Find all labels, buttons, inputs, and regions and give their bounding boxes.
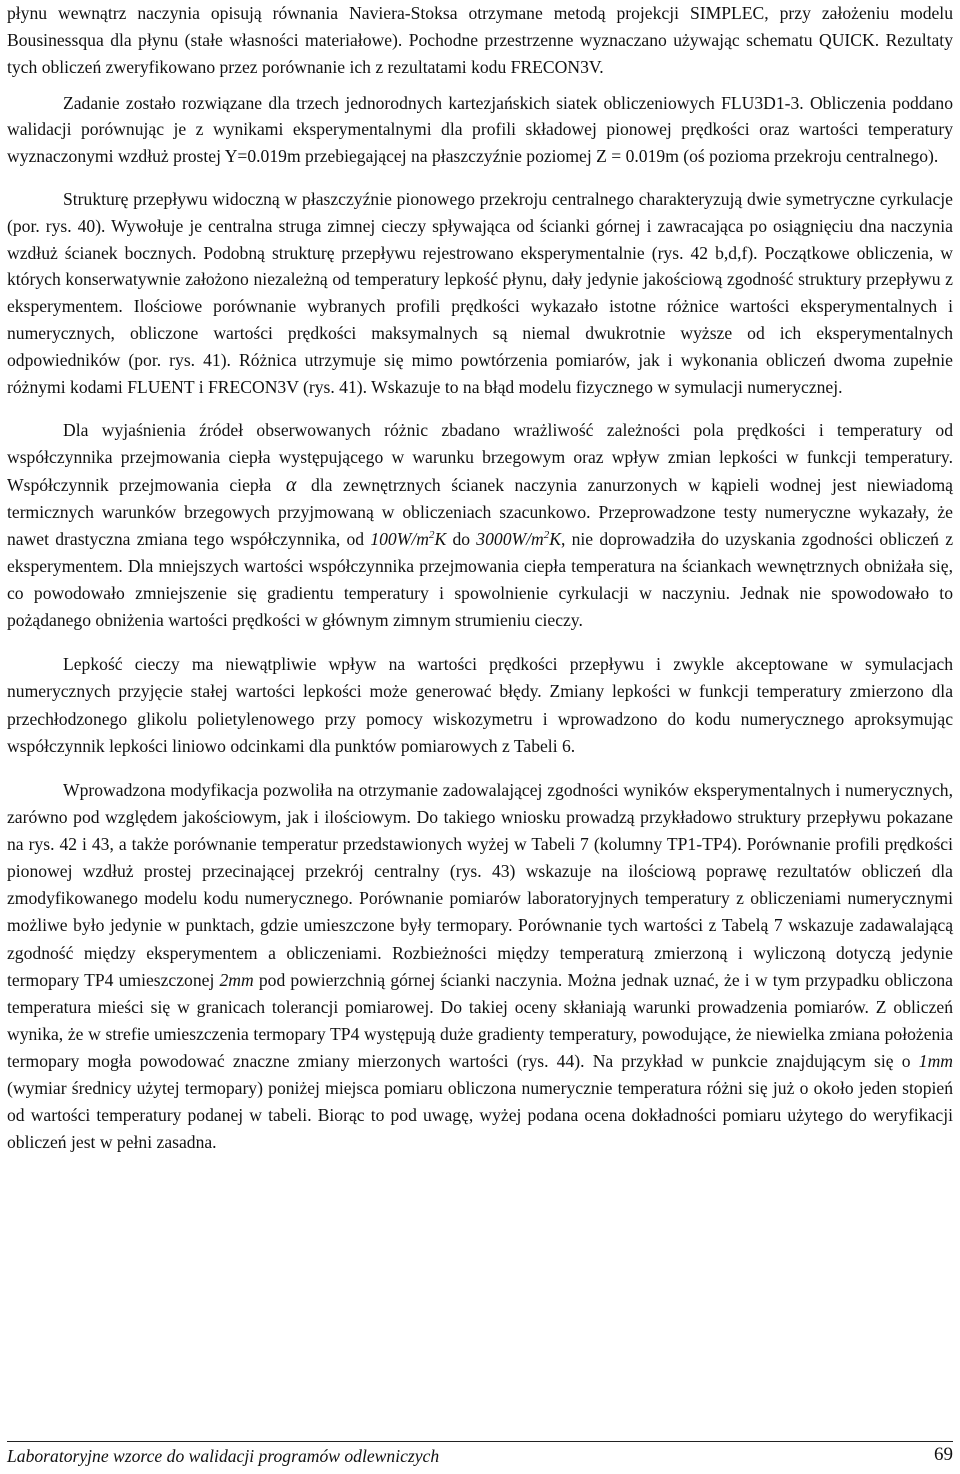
paragraph-5: Lepkość cieczy ma niewątpliwie wpływ na wartości prędkości przepływu i zwykle akceptowane w symulacjach numerycznych przyjęcie stałej wartości lepkości może generować błędy. Zmiany lepkości w funkcji temperatury zmierzono dla przechłodzonego glikolu polietylenowego przy pomocy wiskozymetru i wprowadzono do kodu numerycznego aproksymując współczynnik lepkości liniowo odcinkami dla punktów pomiarowych z Tabeli 6. bbox=[7, 654, 953, 756]
document-body bbox=[7, 0, 953, 1156]
paragraph-4-part-c: , nie doprowadziła do uzyskania zgodności obliczeń z eksperymentem. Dla mniejszych wartości współczynnika przejmowania ciepła temperatura na ściankach wewnętrznych obniżała się, co powodowało zmniejszenie się gradientu temperatury i spowolnienie cyrkulacji w naczyniu. Jednak nie spowodowało to pożądanego obniżenia wartości prędkości w głównym zimnym strumieniu cieczy. bbox=[7, 528, 953, 631]
paragraph-6-part-a: Wprowadzona modyfikacja pozwoliła na otrzymanie zadowalającej zgodności wyników eksperymentalnych i numerycznych, zarówno pod względem jakościowym, jak i ilościowym. Do takiego wniosku prowadzą przykładowo struktury przepływu pokazane na rys. 42 i 43, a także porównanie temperatur przedstawionych wyżej w Tabeli 7 (kolumny TP1-TP4). Porównanie profili prędkości pionowej wzdłuż prostej przecinającej przekrój centralny (rys. 43) wskazuje na ilościową poprawę rezultatów obliczeń dla zmodyfikowanego modelu kodu numerycznego. Porównanie pomiarów laboratoryjnych temperatury z obliczeniami numerycznymi możliwe było jedynie w punktach, gdzie umieszczone były termopary. Porównanie tych wartości z Tabelą 7 wskazuje zadawalającą zgodność między eksperymentem a obliczeniami. Rozbieżności między temperaturą zmierzoną i wyliczoną dotyczą jedynie termopary TP4 umieszczonej bbox=[7, 779, 953, 990]
value-3000: $3000W/m^2K$ bbox=[476, 528, 561, 549]
paragraph-6-part-b: pod powierzchnią górnej ścianki naczynia. Można jednak uznać, że i w tym przypadku obliczona temperatura mieści się w granicach tolerancji pomiarowej. Do takiej oceny skłaniają warunki prowadzenia pomiarów. Z obliczeń wynika, że w strefie umieszczenia termopary TP4 występują duże gradienty temperatury, powodujące, że niewielka zmiana położenia termopary mogła powodować znaczne zmiany mierzonych wartości (rys. 44). Na przykład w punkcie znajdującym się o bbox=[7, 969, 953, 1071]
word-do: do bbox=[452, 528, 471, 549]
paragraph-3: Strukturę przepływu widoczną w płaszczyźnie pionowego przekroju centralnego charakteryzują dwie symetryczne cyrkulacje (por. rys. 40). Wywołuje je centralna struga zimnej cieczy spływająca od ścianki górnej i zawracająca po osiągnięciu dna naczynia wzdłuż ścianek bocznych. Podobną strukturę przepływu rejestrowano eksperymentalnie (rys. 42 b,d,f). Początkowe obliczenia, w których konserwatywnie założono niezależną od temperatury lepkość płynu, dały jedynie jakościową zgodność struktury przepływu z eksperymentem. Ilościowe porównanie wybranych profili prędkości wykazało istotne różnice wartości eksperymentalnych i numerycznych, obliczone wartości prędkości maksymalnych są niemal dwukrotnie wyższe od ich eksperymentalnych odpowiedników (por. rys. 41). Różnica utrzymuje się mimo powtórzenia pomiarów, jak i wykonania obliczeń dwoma zupełnie różnymi kodami FLUENT i FRECON3V (rys. 41). Wskazuje to na błąd modelu fizycznego w symulacji numerycznej. bbox=[7, 189, 953, 397]
footer-title: Laboratoryjne wzorce do walidacji programów odlewniczych bbox=[7, 1446, 440, 1466]
paragraph-6-part-c: (wymiar średnicy użytej termopary) poniżej miejsca pomiaru obliczona numerycznie temperatura różni się już o około jeden stopień od wartości temperatury podanej w tabeli. Biorąc to pod uwagę, wyżej podana ocena dokładności pomiaru użytego do weryfikacji obliczeń jest w pełni zasadna. bbox=[7, 1077, 953, 1153]
value-1mm: 1mm bbox=[918, 1050, 953, 1071]
paragraph-4-part-a: Dla wyjaśnienia źródeł obserwowanych różnic zbadano wrażliwość zależności pola prędkości i temperatury od współczynnika przejmowania ciepła występującego w warunku brzegowym oraz wpływ zmian lepkości w funkcji temperatury. Współczynnik przejmowania ciepła bbox=[7, 420, 953, 495]
value-2mm: 2mm bbox=[219, 969, 254, 990]
paragraph-4-part-b: dla zewnętrznych ścianek naczynia zanurzonych w kąpieli wodnej jest niewiadomą termicznych warunków brzegowych przyjmowaną w obliczeniach szacunkowo. Przeprowadzone testy numeryczne wykazały, że nawet drastyczna zmiana tego współczynnika, od bbox=[7, 474, 953, 549]
paragraph-1: płynu wewnątrz naczynia opisują równania Naviera-Stoksa otrzymane metodą projekcji SIMPLEC, przy założeniu modelu Bousinessqua dla płynu (stałe własności materiałowe). Pochodne przestrzenne wyznaczano używając schematu QUICK. Rezultaty tych obliczeń zweryfikowano przez porównanie ich z rezultatami kodu FRECON3V. bbox=[7, 3, 953, 78]
paragraph-6 bbox=[7, 777, 953, 1156]
paragraph-4 bbox=[7, 417, 953, 634]
alpha-symbol: α bbox=[285, 473, 297, 496]
page-number: 69 bbox=[934, 1444, 953, 1465]
value-100: $100W/m^2K$ bbox=[370, 528, 447, 549]
paragraph-2: Zadanie zostało rozwiązane dla trzech jednorodnych kartezjańskich siatek obliczeniowych FLU3D1-3. Obliczenia poddano walidacji porównując je z wynikami eksperymentalnymi dla profili składowej pionowej prędkości oraz wartości temperatury wyznaczonymi wzdłuż prostej Y=0.019m przebiegającej na płaszczyźnie poziomej Z = 0.019m (oś pozioma przekroju centralnego). bbox=[7, 92, 953, 167]
page-footer bbox=[7, 1441, 953, 1473]
